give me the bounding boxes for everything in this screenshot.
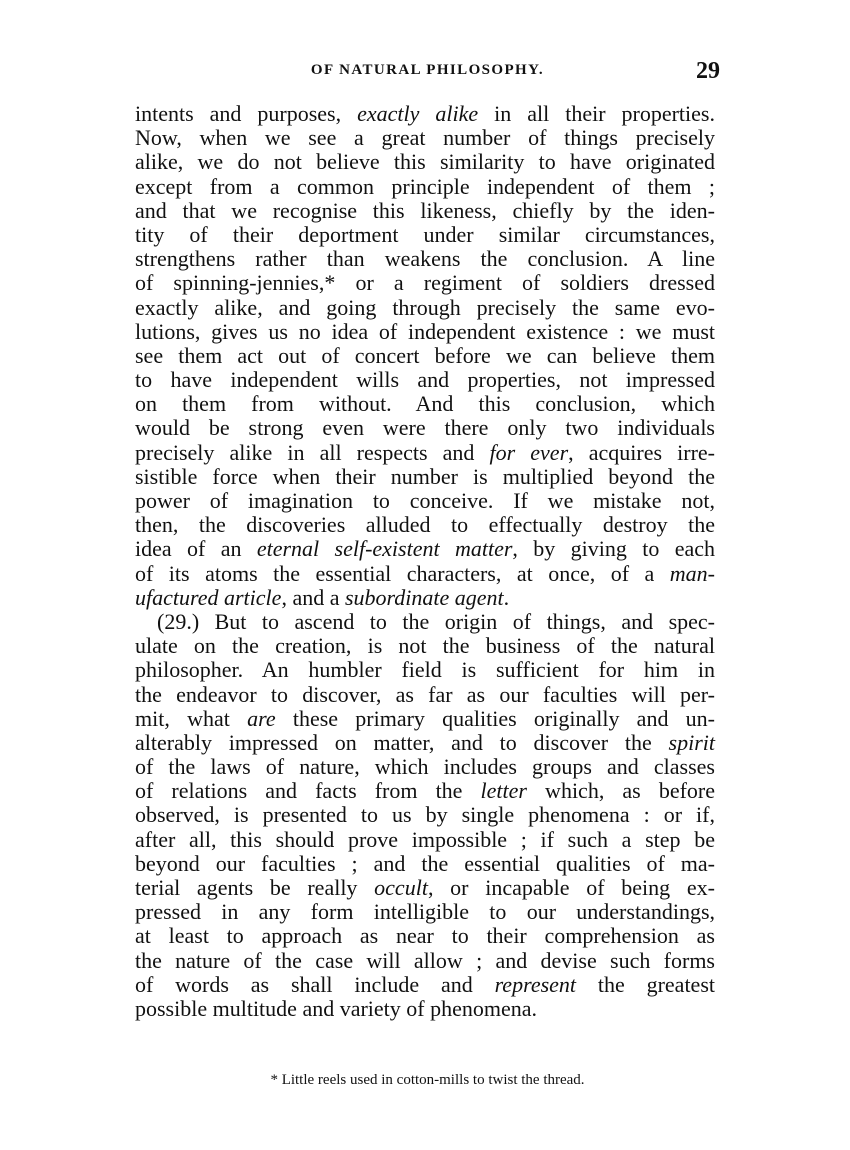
text-line	[135, 803, 715, 827]
text-run: mit, what	[135, 705, 248, 731]
text-line	[135, 828, 715, 852]
text-line	[135, 320, 715, 344]
text-line	[135, 876, 715, 900]
text-run: , and a	[281, 584, 345, 610]
text-line	[135, 199, 715, 223]
italic-text: represent	[494, 971, 577, 997]
text-line	[135, 586, 715, 610]
text-line	[135, 344, 715, 368]
running-head	[135, 58, 720, 90]
text-line	[135, 296, 715, 320]
text-line	[135, 755, 715, 779]
text-run: , acquires irre-	[568, 439, 715, 465]
text-run: beyond our faculties ; and the essential qualities of ma-	[135, 850, 715, 876]
italic-text: man-	[669, 560, 715, 586]
text-run: of words as shall include and	[135, 971, 495, 997]
text-line	[135, 465, 715, 489]
text-run: lutions, gives us no idea of independent existence : we must	[135, 318, 715, 344]
text-run: intents and purposes,	[135, 101, 358, 126]
text-line	[135, 271, 715, 295]
italic-text: exactly alike	[357, 101, 479, 126]
text-line	[135, 924, 715, 948]
text-run: of its atoms the essential characters, at once, of a	[135, 560, 670, 586]
text-run: the nature of the case will allow ; and devise such forms	[135, 947, 715, 973]
text-run: Now, when we see a great number of things precisely	[135, 125, 715, 151]
text-line	[135, 223, 715, 247]
text-run: observed, is presented to us by single phenomena : or if,	[135, 802, 715, 828]
text-line	[135, 997, 715, 1021]
text-run: ulate on the creation, is not the business of the natural	[135, 633, 715, 659]
text-run: tity of their deportment under similar circumstances,	[135, 221, 715, 247]
text-run: of the laws of nature, which includes groups and classes	[135, 754, 715, 780]
text-run: on them from without. And this conclusion, which	[135, 391, 715, 417]
text-run: of spinning-jennies,* or a regiment of soldiers dressed	[135, 270, 715, 296]
text-line	[135, 392, 715, 416]
text-line	[135, 731, 715, 755]
text-line	[135, 368, 715, 392]
text-line	[135, 562, 715, 586]
text-run: the greatest	[576, 971, 715, 997]
text-line	[135, 973, 715, 997]
text-run: which, as before	[526, 778, 715, 804]
text-line	[135, 610, 715, 634]
text-line	[135, 150, 715, 174]
text-run: precisely alike in all respects and	[135, 439, 490, 465]
text-line	[135, 102, 715, 126]
text-run: sistible force when their number is multiplied beyond the	[135, 463, 715, 489]
text-line	[135, 489, 715, 513]
italic-text: subordinate agent	[344, 584, 504, 610]
body-text	[135, 102, 715, 1021]
text-line	[135, 126, 715, 150]
text-run: .	[503, 584, 510, 610]
text-run: see them act out of concert before we can believe them	[135, 342, 715, 368]
text-run: at least to approach as near to their comprehension as	[135, 923, 715, 949]
running-title: OF NATURAL PHILOSOPHY.	[310, 62, 545, 78]
italic-text: occult	[374, 875, 428, 900]
text-run: the endeavor to discover, as far as our faculties will per-	[135, 681, 715, 707]
italic-text: are	[247, 705, 276, 731]
text-line	[135, 441, 715, 465]
text-run: power of imagination to conceive. If we mistake not,	[135, 488, 715, 513]
italic-text: for ever	[489, 439, 569, 465]
text-run: pressed in any form intelligible to our understandings,	[135, 899, 715, 925]
text-run: alike, we do not believe this similarity to have originated	[135, 149, 715, 175]
italic-text: letter	[480, 778, 527, 804]
text-run: in all their properties.	[478, 101, 715, 126]
text-line	[135, 247, 715, 271]
footnote: * Little reels used in cotton-mills to twist the thread.	[270, 1072, 585, 1088]
italic-text: spirit	[668, 729, 715, 755]
text-run: possible multitude and variety of phenomena.	[135, 995, 538, 1021]
text-run: after all, this should prove impossible ; if such a step be	[135, 826, 715, 852]
text-line	[135, 537, 715, 561]
text-line	[135, 707, 715, 731]
text-line	[135, 949, 715, 973]
text-run: (29.) But to ascend to the origin of things, and spec-	[157, 608, 715, 634]
text-run: then, the discoveries alluded to effectually destroy the	[135, 512, 715, 538]
page-number: 29	[696, 58, 720, 84]
text-line	[135, 658, 715, 682]
text-line	[135, 852, 715, 876]
italic-text: eternal self-existent matter	[256, 536, 513, 562]
text-run: these primary qualities originally and un-	[275, 705, 716, 731]
text-line	[135, 416, 715, 440]
text-run: and that we recognise this likeness, chiefly by the iden-	[135, 197, 715, 223]
text-run: strengthens rather than weakens the conclusion. A line	[135, 246, 715, 272]
text-run: would be strong even were there only two individuals	[135, 415, 715, 441]
text-run: alterably impressed on matter, and to discover the	[135, 729, 669, 755]
italic-text: ufactured article	[135, 584, 282, 610]
text-run: philosopher. An humbler field is sufficient for him in	[135, 657, 715, 683]
text-line	[135, 175, 715, 199]
text-run: exactly alike, and going through precisely the same evo-	[135, 294, 715, 320]
text-run: idea of an	[135, 536, 257, 562]
text-run: of relations and facts from the	[135, 778, 481, 804]
text-line	[135, 900, 715, 924]
text-line	[135, 513, 715, 537]
text-run: , or incapable of being ex-	[427, 875, 715, 900]
text-line	[135, 683, 715, 707]
text-line	[135, 779, 715, 803]
text-run: except from a common principle independent of them ;	[135, 173, 715, 199]
text-run: , by giving to each	[512, 536, 716, 562]
text-line	[135, 634, 715, 658]
text-run: terial agents be really	[135, 875, 375, 900]
text-run: to have independent wills and properties, not impressed	[135, 367, 715, 393]
